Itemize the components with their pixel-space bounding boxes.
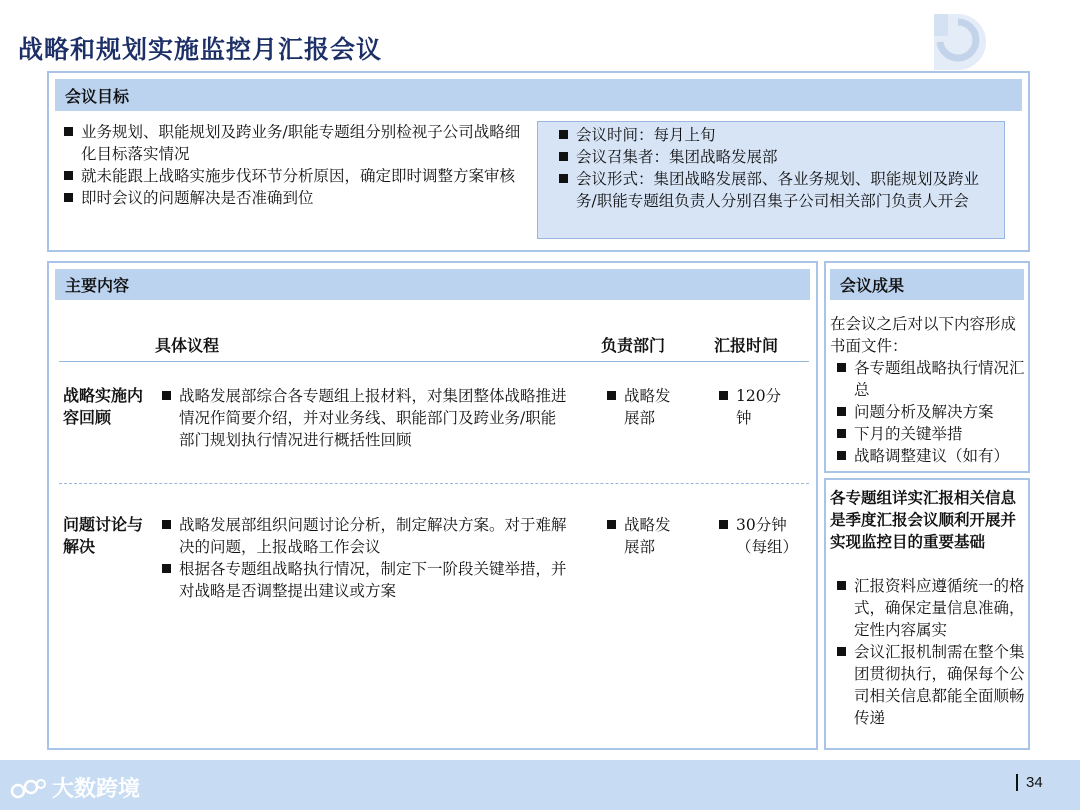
bullet-icon <box>162 391 171 400</box>
row-time-discussion <box>716 514 806 558</box>
bullet-icon <box>162 520 171 529</box>
meeting-info-box <box>537 121 1005 239</box>
bullet-icon <box>837 429 846 438</box>
brand-logo-icon <box>10 775 46 801</box>
list-item: 战略发展部 <box>604 514 684 558</box>
list-item: 30分钟（每组） <box>716 514 806 558</box>
col-dept-header: 负责部门 <box>601 336 666 355</box>
bullet-icon <box>837 451 846 460</box>
bullet-icon <box>837 647 846 656</box>
results-intro: 在会议之后对以下内容形成书面文件： <box>830 315 1017 355</box>
row-title-review: 战略实施内容回顾 <box>63 386 144 427</box>
bullet-icon <box>837 407 846 416</box>
list-item: 战略发展部综合各专题组上报材料，对集团整体战略推进情况作简要介绍，并对业务线、职能部门及跨业务/职能部门规划执行情况进行概括性回顾 <box>159 385 569 451</box>
bullet-icon <box>559 130 568 139</box>
header-divider <box>59 361 809 362</box>
list-item: 汇报资料应遵循统一的格式，确保定量信息准确，定性内容属实 <box>834 575 1028 641</box>
content-panel <box>47 261 818 750</box>
list-item: 战略发展部组织问题讨论分析，制定解决方案。对于难解决的问题，上报战略工作会议 <box>159 514 569 558</box>
list-item: 下月的关键举措 <box>834 423 1030 445</box>
bullet-icon <box>64 171 73 180</box>
bullet-icon <box>719 391 728 400</box>
list-item: 战略调整建议（如有） <box>834 445 1030 467</box>
goals-header: 会议目标 <box>55 79 1022 111</box>
footer-logo-text: 大数跨境 <box>52 777 141 802</box>
results-note-list <box>834 575 1028 729</box>
list-item: 即时会议的问题解决是否准确到位 <box>61 187 521 209</box>
list-item: 会议召集者：集团战略发展部 <box>556 146 998 168</box>
results-note-heading: 各专题组详实汇报相关信息是季度汇报会议顺利开展并实现监控目的重要基础 <box>830 488 1017 551</box>
page-title: 战略和规划实施监控月汇报会议 <box>18 35 383 64</box>
list-item: 各专题组战略执行情况汇总 <box>834 357 1030 401</box>
meeting-info-list <box>556 124 998 212</box>
bullet-icon <box>559 152 568 161</box>
list-item: 会议形式：集团战略发展部、各业务规划、职能规划及跨业务/职能专题组负责人分别召集子公司相关部门负责人开会 <box>556 168 998 212</box>
list-item: 就未能跟上战略实施步伐环节分析原因，确定即时调整方案审核 <box>61 165 521 187</box>
row-agenda-review <box>159 385 569 451</box>
list-item: 战略发展部 <box>604 385 684 429</box>
bullet-icon <box>162 564 171 573</box>
results-panel <box>824 261 1030 473</box>
col-time-header: 汇报时间 <box>714 336 779 355</box>
row-title-discussion: 问题讨论与解决 <box>63 515 144 556</box>
footer-bar <box>0 760 1080 810</box>
list-item: 会议时间：每月上旬 <box>556 124 998 146</box>
goals-list <box>61 121 521 209</box>
list-item: 会议汇报机制需在整个集团贯彻执行，确保每个公司相关信息都能全面顺畅传递 <box>834 641 1028 729</box>
list-item: 问题分析及解决方案 <box>834 401 1030 423</box>
row-agenda-discussion <box>159 514 569 602</box>
row-dept-discussion <box>604 514 684 558</box>
bullet-icon <box>607 520 616 529</box>
row-dept-review <box>604 385 684 429</box>
bullet-icon <box>837 363 846 372</box>
results-list <box>834 357 1030 467</box>
bullet-icon <box>607 391 616 400</box>
content-header: 主要内容 <box>55 269 810 300</box>
footer-logo <box>10 772 140 803</box>
bullet-icon <box>719 520 728 529</box>
bullet-icon <box>64 127 73 136</box>
bullet-icon <box>837 581 846 590</box>
company-logo-icon <box>928 8 998 72</box>
results-header: 会议成果 <box>830 269 1024 300</box>
page-number: 34 <box>1016 774 1043 791</box>
bullet-icon <box>64 193 73 202</box>
list-item: 120分钟 <box>716 385 792 429</box>
row-time-review <box>716 385 792 429</box>
bullet-icon <box>559 174 568 183</box>
list-item: 根据各专题组战略执行情况，制定下一阶段关键举措，并对战略是否调整提出建议或方案 <box>159 558 569 602</box>
col-agenda-header: 具体议程 <box>155 336 220 355</box>
row-divider <box>59 483 809 484</box>
results-note-panel <box>824 478 1030 750</box>
list-item: 业务规划、职能规划及跨业务/职能专题组分别检视子公司战略细化目标落实情况 <box>61 121 521 165</box>
